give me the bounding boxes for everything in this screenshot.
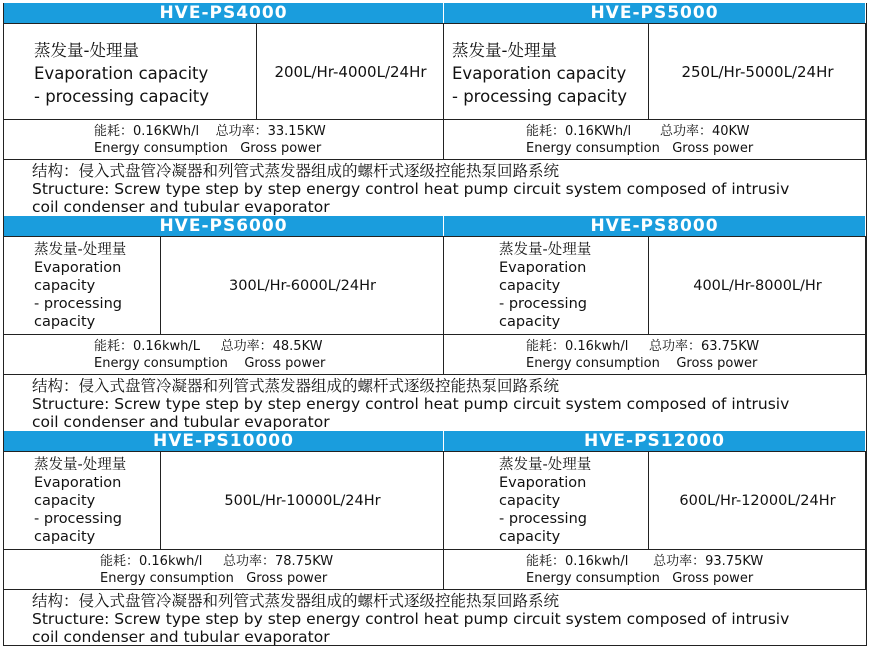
capacity-label: 蒸发量-处理量 Evaporation capacity - processing capacity xyxy=(4,237,161,334)
model-header: HVE-PS4000 xyxy=(4,3,444,23)
energy-consumption-en: Energy consumption Gross power xyxy=(94,141,322,156)
capacity-value: 600L/Hr-12000L/24Hr xyxy=(679,492,836,509)
model-header: HVE-PS5000 xyxy=(444,3,866,23)
model-group-1 xyxy=(4,3,866,216)
capacity-row xyxy=(4,236,444,334)
capacity-row xyxy=(4,451,444,549)
model-header: HVE-PS8000 xyxy=(444,216,866,236)
energy-consumption-cn: 能耗：0.16kwh/l 总功率：93.75KW xyxy=(526,554,764,569)
energy-row xyxy=(444,334,866,374)
model-group-3 xyxy=(4,431,866,646)
energy-row xyxy=(4,119,444,159)
energy-consumption-cn: 能耗：0.16KWh/l 总功率：40KW xyxy=(526,124,750,139)
model-header: HVE-PS10000 xyxy=(4,431,444,451)
capacity-row xyxy=(4,23,444,119)
structure-en: Structure: Screw type step by step energy control heat pump circuit system composed of intrusiv xyxy=(32,610,790,628)
model-header: HVE-PS12000 xyxy=(444,431,866,451)
capacity-label: 蒸发量-处理量 Evaporation capacity - processing capacity xyxy=(4,452,161,549)
structure-cn: 结构：侵入式盘管冷凝器和列管式蒸发器组成的螺杆式逐级控能热泵回路系统 xyxy=(32,162,560,180)
capacity-row xyxy=(444,23,866,119)
energy-row xyxy=(4,549,444,589)
structure-cn: 结构：侵入式盘管冷凝器和列管式蒸发器组成的螺杆式逐级控能热泵回路系统 xyxy=(32,592,560,610)
energy-row xyxy=(444,549,866,589)
energy-consumption-cn: 能耗：0.16kwh/l 总功率：78.75KW xyxy=(100,554,334,569)
capacity-label: 蒸发量-处理量 Evaporation capacity - processing capacity xyxy=(444,237,649,334)
structure-note xyxy=(4,589,866,646)
energy-consumption-en: Energy consumption Gross power xyxy=(100,571,328,586)
structure-en-cont: coil condenser and tubular evaporator xyxy=(32,198,330,216)
capacity-value: 500L/Hr-10000L/24Hr xyxy=(224,492,381,509)
model-group-2 xyxy=(4,216,866,431)
capacity-label: 蒸发量-处理量 Evaporation capacity - processing capacity xyxy=(444,24,649,119)
structure-note xyxy=(4,159,866,216)
capacity-row xyxy=(444,236,866,334)
energy-row xyxy=(444,119,866,159)
energy-consumption-en: Energy consumption Gross power xyxy=(526,356,758,371)
capacity-row xyxy=(444,451,866,549)
capacity-value: 400L/Hr-8000L/Hr xyxy=(693,277,822,294)
model-header: HVE-PS6000 xyxy=(4,216,444,236)
structure-en-cont: coil condenser and tubular evaporator xyxy=(32,628,330,646)
capacity-label: 蒸发量-处理量 Evaporation capacity - processing capacity xyxy=(444,452,649,549)
structure-cn: 结构：侵入式盘管冷凝器和列管式蒸发器组成的螺杆式逐级控能热泵回路系统 xyxy=(32,377,560,395)
capacity-value: 200L/Hr-4000L/24Hr xyxy=(274,62,427,81)
structure-en: Structure: Screw type step by step energy control heat pump circuit system composed of intrusiv xyxy=(32,180,790,198)
energy-consumption-en: Energy consumption Gross power xyxy=(526,141,754,156)
energy-consumption-en: Energy consumption Gross power xyxy=(526,571,754,586)
energy-consumption-cn: 能耗：0.16kwh/L 总功率：48.5KW xyxy=(94,339,323,354)
energy-consumption-cn: 能耗：0.16KWh/l 总功率：33.15KW xyxy=(94,124,326,139)
structure-note xyxy=(4,374,866,431)
capacity-value: 250L/Hr-5000L/24Hr xyxy=(681,62,834,81)
energy-row xyxy=(4,334,444,374)
energy-consumption-cn: 能耗：0.16kwh/l 总功率：63.75KW xyxy=(526,339,760,354)
capacity-value: 300L/Hr-6000L/24Hr xyxy=(229,277,376,294)
spec-table xyxy=(3,3,867,646)
structure-en: Structure: Screw type step by step energy control heat pump circuit system composed of intrusiv xyxy=(32,395,790,413)
energy-consumption-en: Energy consumption Gross power xyxy=(94,356,326,371)
structure-en-cont: coil condenser and tubular evaporator xyxy=(32,413,330,431)
capacity-label: 蒸发量-处理量 Evaporation capacity - processing capacity xyxy=(4,24,257,119)
